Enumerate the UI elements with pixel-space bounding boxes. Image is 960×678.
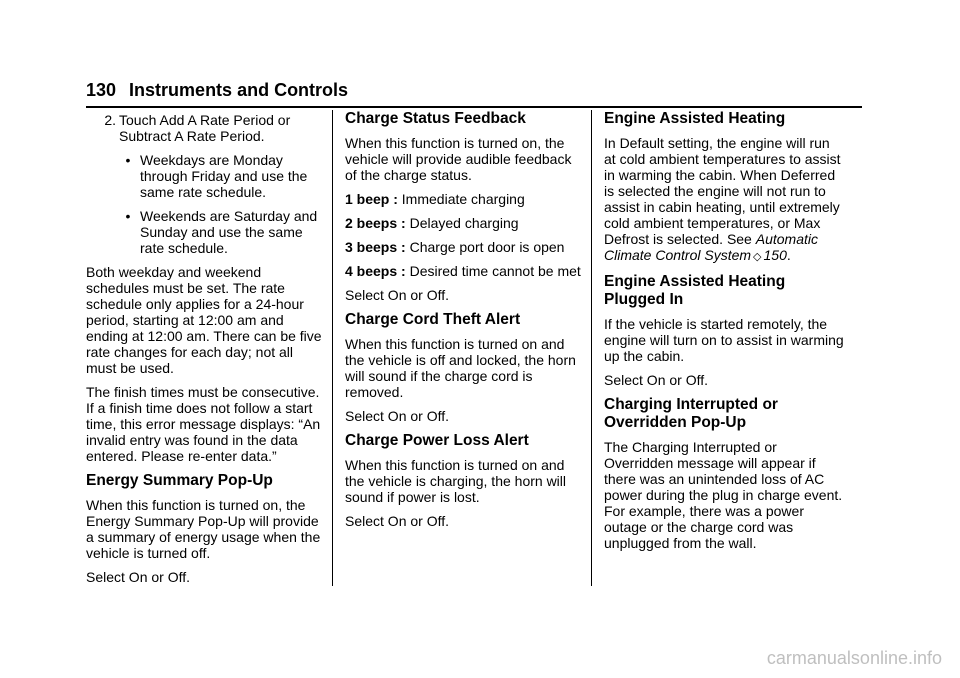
- beep-definition: [345, 263, 581, 279]
- heading-theft-alert: Charge Cord Theft Alert: [345, 311, 521, 328]
- heating-text: In Default setting, the engine will run at cold ambient temperatures to assist in warming the cabin. When Deferred is selected the engine will not run to assist in cabin heating, until extremely cold ambient temperatures, or Max Defrost is selected. See: [604, 135, 841, 247]
- step-text: Touch Add A Rate Period or Subtract A Rate Period.: [119, 112, 291, 144]
- column-middle: [345, 110, 581, 537]
- column-left: [86, 110, 326, 593]
- beep-definition: [345, 215, 581, 231]
- bullet-mark: •: [125, 152, 131, 168]
- cross-reference-page-number[interactable]: 150: [763, 247, 787, 263]
- bullet-item: [116, 152, 326, 200]
- section-title: Instruments and Controls: [129, 80, 349, 100]
- beep-definition: [345, 239, 581, 255]
- page-number: 130: [86, 80, 117, 100]
- beep-definition: [345, 191, 581, 207]
- beep-term: 4 beeps :: [345, 263, 406, 279]
- select-instruction: Select On or Off.: [345, 408, 450, 424]
- header-rule: [86, 106, 862, 108]
- beep-desc: Delayed charging: [409, 215, 519, 231]
- paragraph: When this function is turned on, the Energy Summary Pop-Up will provide a summary of energy usage when the vehicle is turned off.: [86, 497, 321, 561]
- step-number: 2.: [104, 112, 116, 128]
- select-instruction: Select On or Off.: [86, 569, 191, 585]
- bullet-text: Weekends are Saturday and Sunday and use the same rate schedule.: [140, 208, 318, 256]
- heading-energy-summary: Energy Summary Pop-Up: [86, 472, 273, 489]
- cross-reference-link[interactable]: Automatic Climate Control System: [604, 231, 818, 263]
- beep-term: 2 beeps :: [345, 215, 406, 231]
- column-divider: [332, 110, 333, 586]
- paragraph: When this function is turned on, the vehicle will provide audible feedback of the charge status.: [345, 135, 572, 183]
- step-item: [86, 112, 326, 144]
- page-ref-arrow-icon: ◇: [753, 251, 762, 263]
- sentence-end: .: [786, 247, 791, 263]
- column-right: [604, 110, 844, 559]
- beep-desc: Desired time cannot be met: [409, 263, 581, 279]
- paragraph: The finish times must be consecutive. If a finish time does not follow a start time, this error message displays: “An invalid entry was found in the data entered. Please re-enter data.”: [86, 384, 321, 464]
- select-instruction: Select On or Off.: [345, 287, 450, 303]
- paragraph: When this function is turned on and the vehicle is off and locked, the horn will sound if the charge cord is removed.: [345, 336, 576, 400]
- column-divider: [591, 110, 592, 586]
- paragraph: [604, 135, 844, 265]
- bullet-item: [116, 208, 326, 256]
- paragraph: Both weekday and weekend schedules must be set. The rate schedule only applies for a 24-hour period, starting at 12:00 am and ending at 12:00 am. There can be five rate changes for each day; not all must be used.: [86, 264, 322, 376]
- bullet-mark: •: [125, 208, 131, 224]
- heading-heating-plugged-in: Engine Assisted Heating Plugged In: [604, 273, 786, 308]
- beep-desc: Charge port door is open: [409, 239, 565, 255]
- paragraph: When this function is turned on and the vehicle is charging, the horn will sound if power is lost.: [345, 457, 567, 505]
- beep-term: 3 beeps :: [345, 239, 406, 255]
- heading-charge-status: Charge Status Feedback: [345, 110, 526, 127]
- select-instruction: Select On or Off.: [345, 513, 450, 529]
- heading-engine-heating: Engine Assisted Heating: [604, 110, 786, 127]
- paragraph: If the vehicle is started remotely, the engine will turn on to assist in warming up the cabin.: [604, 316, 844, 364]
- heading-power-loss: Charge Power Loss Alert: [345, 432, 529, 449]
- beep-desc: Immediate charging: [401, 191, 525, 207]
- watermark: carmanualsonline.info: [766, 648, 942, 668]
- page-header: [86, 80, 348, 101]
- heading-charging-interrupted: Charging Interrupted or Overridden Pop-Up: [604, 396, 778, 431]
- paragraph: The Charging Interrupted or Overridden message will appear if there was an unintended loss of AC power during the plug in charge event. For example, there was a power outage or the charge cord was unplugged from the wall.: [604, 439, 843, 551]
- beep-term: 1 beep :: [345, 191, 398, 207]
- select-instruction: Select On or Off.: [604, 372, 709, 388]
- bullet-text: Weekdays are Monday through Friday and use the same rate schedule.: [140, 152, 308, 200]
